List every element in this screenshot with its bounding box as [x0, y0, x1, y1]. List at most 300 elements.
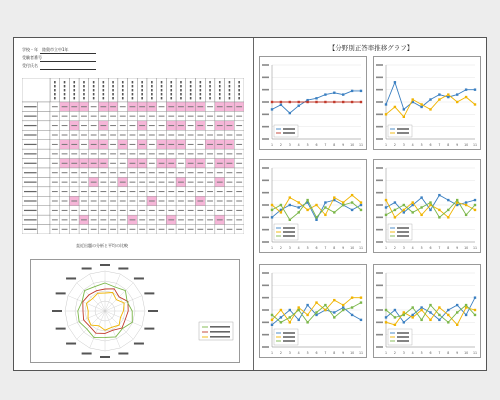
table-cell-value	[52, 106, 58, 107]
table-cell-value	[91, 201, 97, 202]
chart-point	[315, 101, 317, 103]
table-cell-value	[188, 163, 194, 164]
chart-point	[385, 214, 387, 216]
table-cell-value	[227, 219, 233, 220]
chart-legend-glyph	[283, 132, 295, 134]
table-row-label-glyph	[24, 116, 37, 117]
chart-y-tick-glyph	[376, 167, 383, 169]
chart-x-tick-label: 7	[324, 246, 327, 250]
chart-point	[394, 106, 396, 108]
table-cell-value	[81, 182, 87, 183]
table-header-glyph	[238, 81, 240, 83]
chart-point	[465, 304, 467, 306]
chart-point	[271, 216, 273, 218]
line-chart-6	[373, 264, 481, 358]
table-cell-value	[91, 172, 97, 173]
chart-point	[429, 319, 431, 321]
chart-point	[298, 105, 300, 107]
chart-point	[447, 96, 449, 98]
table-cell-value	[52, 163, 58, 164]
table-cell-value	[62, 201, 68, 202]
table-header-glyph	[122, 97, 124, 99]
chart-legend-glyph	[283, 227, 295, 229]
chart-point	[342, 204, 344, 206]
chart-x-tick-label: 3	[288, 246, 291, 250]
line-chart-svg	[260, 160, 366, 252]
table-header-glyph	[54, 85, 56, 87]
table-cell-value	[139, 219, 145, 220]
table-cell-value	[149, 191, 155, 192]
chart-y-tick-glyph	[262, 114, 269, 116]
table-header-glyph	[180, 93, 182, 95]
chart-legend-glyph	[283, 235, 295, 237]
table-cell-value	[217, 182, 223, 183]
table-cell-value	[159, 191, 165, 192]
chart-point	[351, 101, 353, 103]
table-header-glyph	[54, 97, 56, 99]
chart-point	[403, 204, 405, 206]
table-cell-value	[168, 163, 174, 164]
line-chart-5	[259, 264, 367, 358]
chart-x-tick-label: 1	[270, 246, 274, 250]
chart-y-tick-glyph	[376, 229, 383, 231]
table-cell-value	[227, 210, 233, 211]
table-header-glyph	[200, 89, 202, 91]
chart-x-tick-label: 10	[350, 351, 355, 355]
chart-point	[385, 199, 387, 201]
chart-legend-glyph	[397, 340, 409, 342]
chart-point	[289, 316, 291, 318]
chart-point	[324, 101, 326, 103]
table-cell-value	[207, 201, 213, 202]
table-cell-value	[236, 135, 242, 136]
table-cell-value	[100, 191, 106, 192]
chart-point	[456, 311, 458, 313]
table-header-glyph	[93, 85, 95, 87]
table-row-sublabel	[37, 121, 50, 130]
chart-y-tick-glyph	[376, 192, 383, 194]
table-cell-value	[178, 182, 184, 183]
chart-point	[429, 108, 431, 110]
chart-point	[429, 209, 431, 211]
chart-point	[351, 201, 353, 203]
table-header-glyph	[180, 89, 182, 91]
chart-point	[298, 101, 300, 103]
chart-point	[360, 209, 362, 211]
chart-x-tick-label: 9	[456, 351, 459, 355]
chart-x-tick-label: 11	[358, 351, 364, 355]
chart-point	[315, 216, 317, 218]
chart-x-tick-label: 2	[393, 143, 396, 147]
table-cell-value	[168, 106, 174, 107]
chart-point	[289, 219, 291, 221]
chart-point	[465, 88, 467, 90]
chart-point	[324, 214, 326, 216]
table-cell-value	[81, 191, 87, 192]
table-cell-value	[52, 144, 58, 145]
table-cell-value	[62, 106, 68, 107]
chart-x-tick-label: 3	[288, 351, 291, 355]
table-cell-value	[159, 144, 165, 145]
chart-point	[385, 103, 387, 105]
table-header-glyph	[141, 97, 143, 99]
table-cell-value	[159, 229, 165, 230]
chart-point	[420, 309, 422, 311]
table-cell-value	[100, 229, 106, 230]
table-cell-value	[217, 229, 223, 230]
chart-y-tick-glyph	[376, 114, 383, 116]
table-cell-value	[120, 106, 126, 107]
chart-y-tick-glyph	[376, 309, 383, 311]
table-cell-value	[81, 163, 87, 164]
chart-point	[315, 301, 317, 303]
chart-legend-glyph	[397, 231, 409, 233]
table-cell-value	[71, 201, 77, 202]
chart-point	[333, 311, 335, 313]
table-header-glyph	[238, 85, 240, 87]
chart-y-tick-glyph	[262, 138, 269, 140]
chart-point	[271, 314, 273, 316]
chart-x-tick-label: 6	[315, 351, 318, 355]
table-cell-value	[236, 210, 242, 211]
table-cell-value	[110, 172, 116, 173]
chart-point	[465, 96, 467, 98]
table-cell-value	[168, 125, 174, 126]
chart-x-tick-label: 1	[384, 143, 388, 147]
table-cell-value	[217, 219, 223, 220]
table-cell-value	[91, 219, 97, 220]
table-header-glyph	[190, 85, 192, 87]
chart-point	[412, 314, 414, 316]
table-header-glyph	[238, 89, 240, 91]
chart-point	[429, 201, 431, 203]
chart-x-tick-label: 6	[429, 351, 432, 355]
table-cell-value	[207, 229, 213, 230]
table-header-glyph	[132, 85, 134, 87]
form-label-number: 受験者番号	[22, 55, 42, 60]
radar-axis-label-glyph	[56, 328, 66, 330]
chart-point	[315, 97, 317, 99]
table-header-glyph	[151, 81, 153, 83]
chart-point	[315, 311, 317, 313]
table-header-glyph	[190, 89, 192, 91]
table-cell-value	[197, 182, 203, 183]
table-header-glyph	[219, 81, 221, 83]
table-cell-value	[110, 153, 116, 154]
radar-legend-glyph	[210, 336, 230, 338]
table-cell-value	[71, 182, 77, 183]
table-cell-value	[139, 229, 145, 230]
chart-x-tick-label: 7	[438, 246, 441, 250]
chart-point	[474, 309, 476, 311]
chart-point	[465, 201, 467, 203]
chart-y-tick-glyph	[262, 217, 269, 219]
chart-point	[403, 116, 405, 118]
chart-point	[438, 306, 440, 308]
radar-axis-label-glyph	[56, 292, 66, 294]
line-chart-3	[259, 159, 367, 253]
chart-point	[420, 319, 422, 321]
table-cell-value	[149, 182, 155, 183]
table-cell-value	[178, 172, 184, 173]
table-cell-value	[207, 116, 213, 117]
radar-chart-box	[30, 259, 240, 363]
table-cell-value	[120, 125, 126, 126]
chart-point	[306, 304, 308, 306]
chart-point	[447, 321, 449, 323]
table-row-label-glyph	[24, 125, 37, 126]
chart-y-tick-glyph	[376, 138, 383, 140]
table-cell-value	[178, 219, 184, 220]
table-cell-value	[130, 106, 136, 107]
table-cell-value	[197, 201, 203, 202]
table-cell-value	[100, 144, 106, 145]
table-row-label-glyph	[24, 153, 37, 154]
chart-point	[298, 309, 300, 311]
table-cell-value	[110, 182, 116, 183]
radar-axis-label-glyph	[82, 268, 92, 270]
chart-point	[271, 324, 273, 326]
radar-axis-label-glyph	[134, 277, 144, 279]
table-header-glyph	[141, 81, 143, 83]
table-cell-value	[130, 201, 136, 202]
table-row-label-glyph	[24, 200, 37, 201]
chart-legend-glyph	[397, 336, 409, 338]
chart-point	[438, 93, 440, 95]
chart-point	[403, 311, 405, 313]
chart-point	[306, 209, 308, 211]
table-cell-value	[71, 116, 77, 117]
table-cell-value	[149, 210, 155, 211]
table-cell-value	[91, 135, 97, 136]
table-header-glyph	[122, 81, 124, 83]
line-chart-svg	[374, 160, 480, 252]
chart-x-tick-label: 10	[464, 351, 469, 355]
table-header-glyph	[83, 93, 85, 95]
table-header-glyph	[112, 85, 114, 87]
table-cell-value	[227, 135, 233, 136]
chart-point	[447, 93, 449, 95]
table-cell-value	[197, 163, 203, 164]
chart-y-tick-glyph	[262, 297, 269, 299]
chart-point	[438, 319, 440, 321]
chart-point	[351, 296, 353, 298]
chart-point	[474, 199, 476, 201]
radar-axis-label-glyph	[66, 277, 76, 279]
chart-y-tick-glyph	[262, 346, 269, 348]
chart-legend-glyph	[283, 340, 295, 342]
report-sheet	[13, 37, 487, 371]
table-header-glyph	[161, 93, 163, 95]
table-cell-value	[178, 153, 184, 154]
table-header-glyph	[219, 93, 221, 95]
table-cell-value	[139, 172, 145, 173]
chart-y-tick-glyph	[262, 64, 269, 66]
table-cell-value	[120, 116, 126, 117]
table-header-glyph	[64, 97, 66, 99]
chart-point	[456, 324, 458, 326]
chart-point	[289, 321, 291, 323]
chart-x-tick-label: 5	[420, 246, 423, 250]
table-header-glyph	[112, 93, 114, 95]
chart-point	[298, 319, 300, 321]
table-cell-value	[207, 191, 213, 192]
table-header-glyph	[170, 81, 172, 83]
table-header-glyph	[209, 93, 211, 95]
chart-x-tick-label: 3	[402, 351, 405, 355]
table-cell-value	[159, 153, 165, 154]
table-header-glyph	[180, 97, 182, 99]
table-cell-value	[188, 135, 194, 136]
chart-x-tick-label: 7	[324, 143, 327, 147]
table-header-glyph	[170, 89, 172, 91]
table-cell-value	[81, 229, 87, 230]
chart-legend-glyph	[397, 132, 409, 134]
chart-point	[412, 98, 414, 100]
line-chart-4	[373, 159, 481, 253]
chart-legend-glyph	[283, 336, 295, 338]
line-chart-2	[373, 56, 481, 150]
table-cell-value	[178, 210, 184, 211]
chart-point	[342, 304, 344, 306]
table-cell-value	[159, 106, 165, 107]
chart-point	[456, 101, 458, 103]
table-header-glyph	[132, 81, 134, 83]
table-cell-value	[100, 153, 106, 154]
chart-x-tick-label: 4	[297, 246, 300, 250]
table-cell-value	[62, 116, 68, 117]
table-header-glyph	[209, 97, 211, 99]
table-cell-value	[236, 172, 242, 173]
chart-point	[403, 314, 405, 316]
table-corner-cell	[22, 78, 50, 102]
table-cell-value	[197, 219, 203, 220]
table-cell-value	[100, 116, 106, 117]
table-cell-value	[188, 153, 194, 154]
chart-point	[447, 216, 449, 218]
chart-point	[306, 101, 308, 103]
chart-point	[438, 209, 440, 211]
table-header-glyph	[103, 85, 105, 87]
table-cell-value	[207, 163, 213, 164]
table-header-glyph	[93, 81, 95, 83]
table-cell-value	[227, 163, 233, 164]
table-header-glyph	[132, 97, 134, 99]
table-cell-value	[227, 125, 233, 126]
table-cell-value	[217, 144, 223, 145]
chart-point	[447, 314, 449, 316]
table-header-glyph	[200, 81, 202, 83]
chart-x-tick-label: 2	[279, 246, 282, 250]
table-header-glyph	[141, 93, 143, 95]
table-row-sublabel	[37, 196, 50, 205]
table-header-glyph	[83, 97, 85, 99]
table-header-glyph	[132, 93, 134, 95]
table-cell-value	[149, 163, 155, 164]
table-cell-value	[168, 191, 174, 192]
table-cell-value	[168, 172, 174, 173]
table-cell-value	[130, 144, 136, 145]
chart-point	[289, 101, 291, 103]
chart-x-tick-label: 5	[306, 351, 309, 355]
table-cell-value	[149, 229, 155, 230]
table-header-glyph	[54, 89, 56, 91]
table-cell-value	[120, 210, 126, 211]
chart-point	[271, 204, 273, 206]
chart-y-tick-glyph	[376, 180, 383, 182]
table-cell-value	[159, 219, 165, 220]
form-label-name: 受付氏名	[22, 63, 38, 68]
chart-point	[333, 211, 335, 213]
table-header-glyph	[93, 89, 95, 91]
chart-point	[474, 314, 476, 316]
table-header-glyph	[54, 81, 56, 83]
chart-x-tick-label: 7	[438, 351, 441, 355]
chart-y-tick-glyph	[376, 297, 383, 299]
chart-x-tick-label: 3	[402, 246, 405, 250]
chart-x-tick-label: 6	[429, 246, 432, 250]
table-cell-value	[110, 229, 116, 230]
chart-legend-glyph	[283, 332, 295, 334]
table-cell-value	[207, 182, 213, 183]
table-cell-value	[130, 210, 136, 211]
chart-point	[403, 211, 405, 213]
chart-point	[360, 301, 362, 303]
table-header-glyph	[161, 89, 163, 91]
radar-axis-label-glyph	[118, 352, 128, 354]
chart-legend-glyph	[283, 128, 295, 130]
chart-legend	[274, 125, 298, 137]
chart-y-tick-glyph	[376, 322, 383, 324]
radar-axis-label-glyph	[100, 264, 110, 266]
table-cell-value	[100, 135, 106, 136]
table-header-glyph	[209, 85, 211, 87]
chart-point	[420, 106, 422, 108]
chart-point	[394, 316, 396, 318]
table-cell-value	[188, 210, 194, 211]
table-header-glyph	[219, 97, 221, 99]
chart-x-tick-label: 9	[342, 143, 345, 147]
radar-legend-glyph	[210, 326, 230, 328]
chart-point	[342, 201, 344, 203]
line-chart-svg	[374, 265, 480, 357]
table-header-glyph	[103, 93, 105, 95]
chart-x-tick-label: 11	[358, 143, 364, 147]
table-cell-value	[188, 116, 194, 117]
table-row-sublabel	[37, 102, 50, 111]
chart-point	[385, 321, 387, 323]
chart-point	[412, 316, 414, 318]
table-cell-value	[159, 125, 165, 126]
chart-x-tick-label: 10	[464, 143, 469, 147]
table-cell-value	[100, 219, 106, 220]
table-cell-value	[149, 153, 155, 154]
table-header-glyph	[229, 97, 231, 99]
table-cell-value	[110, 144, 116, 145]
chart-point	[333, 101, 335, 103]
table-cell-value	[207, 172, 213, 173]
table-cell-value	[197, 191, 203, 192]
table-row-sublabel	[37, 111, 50, 120]
form-value-school: 陸奥市立中1年	[42, 47, 69, 52]
chart-x-tick-label: 2	[279, 143, 282, 147]
table-cell-value	[110, 201, 116, 202]
table-cell-value	[159, 182, 165, 183]
table-header-glyph	[161, 81, 163, 83]
table-header-glyph	[209, 89, 211, 91]
table-header-glyph	[229, 81, 231, 83]
chart-point	[298, 206, 300, 208]
